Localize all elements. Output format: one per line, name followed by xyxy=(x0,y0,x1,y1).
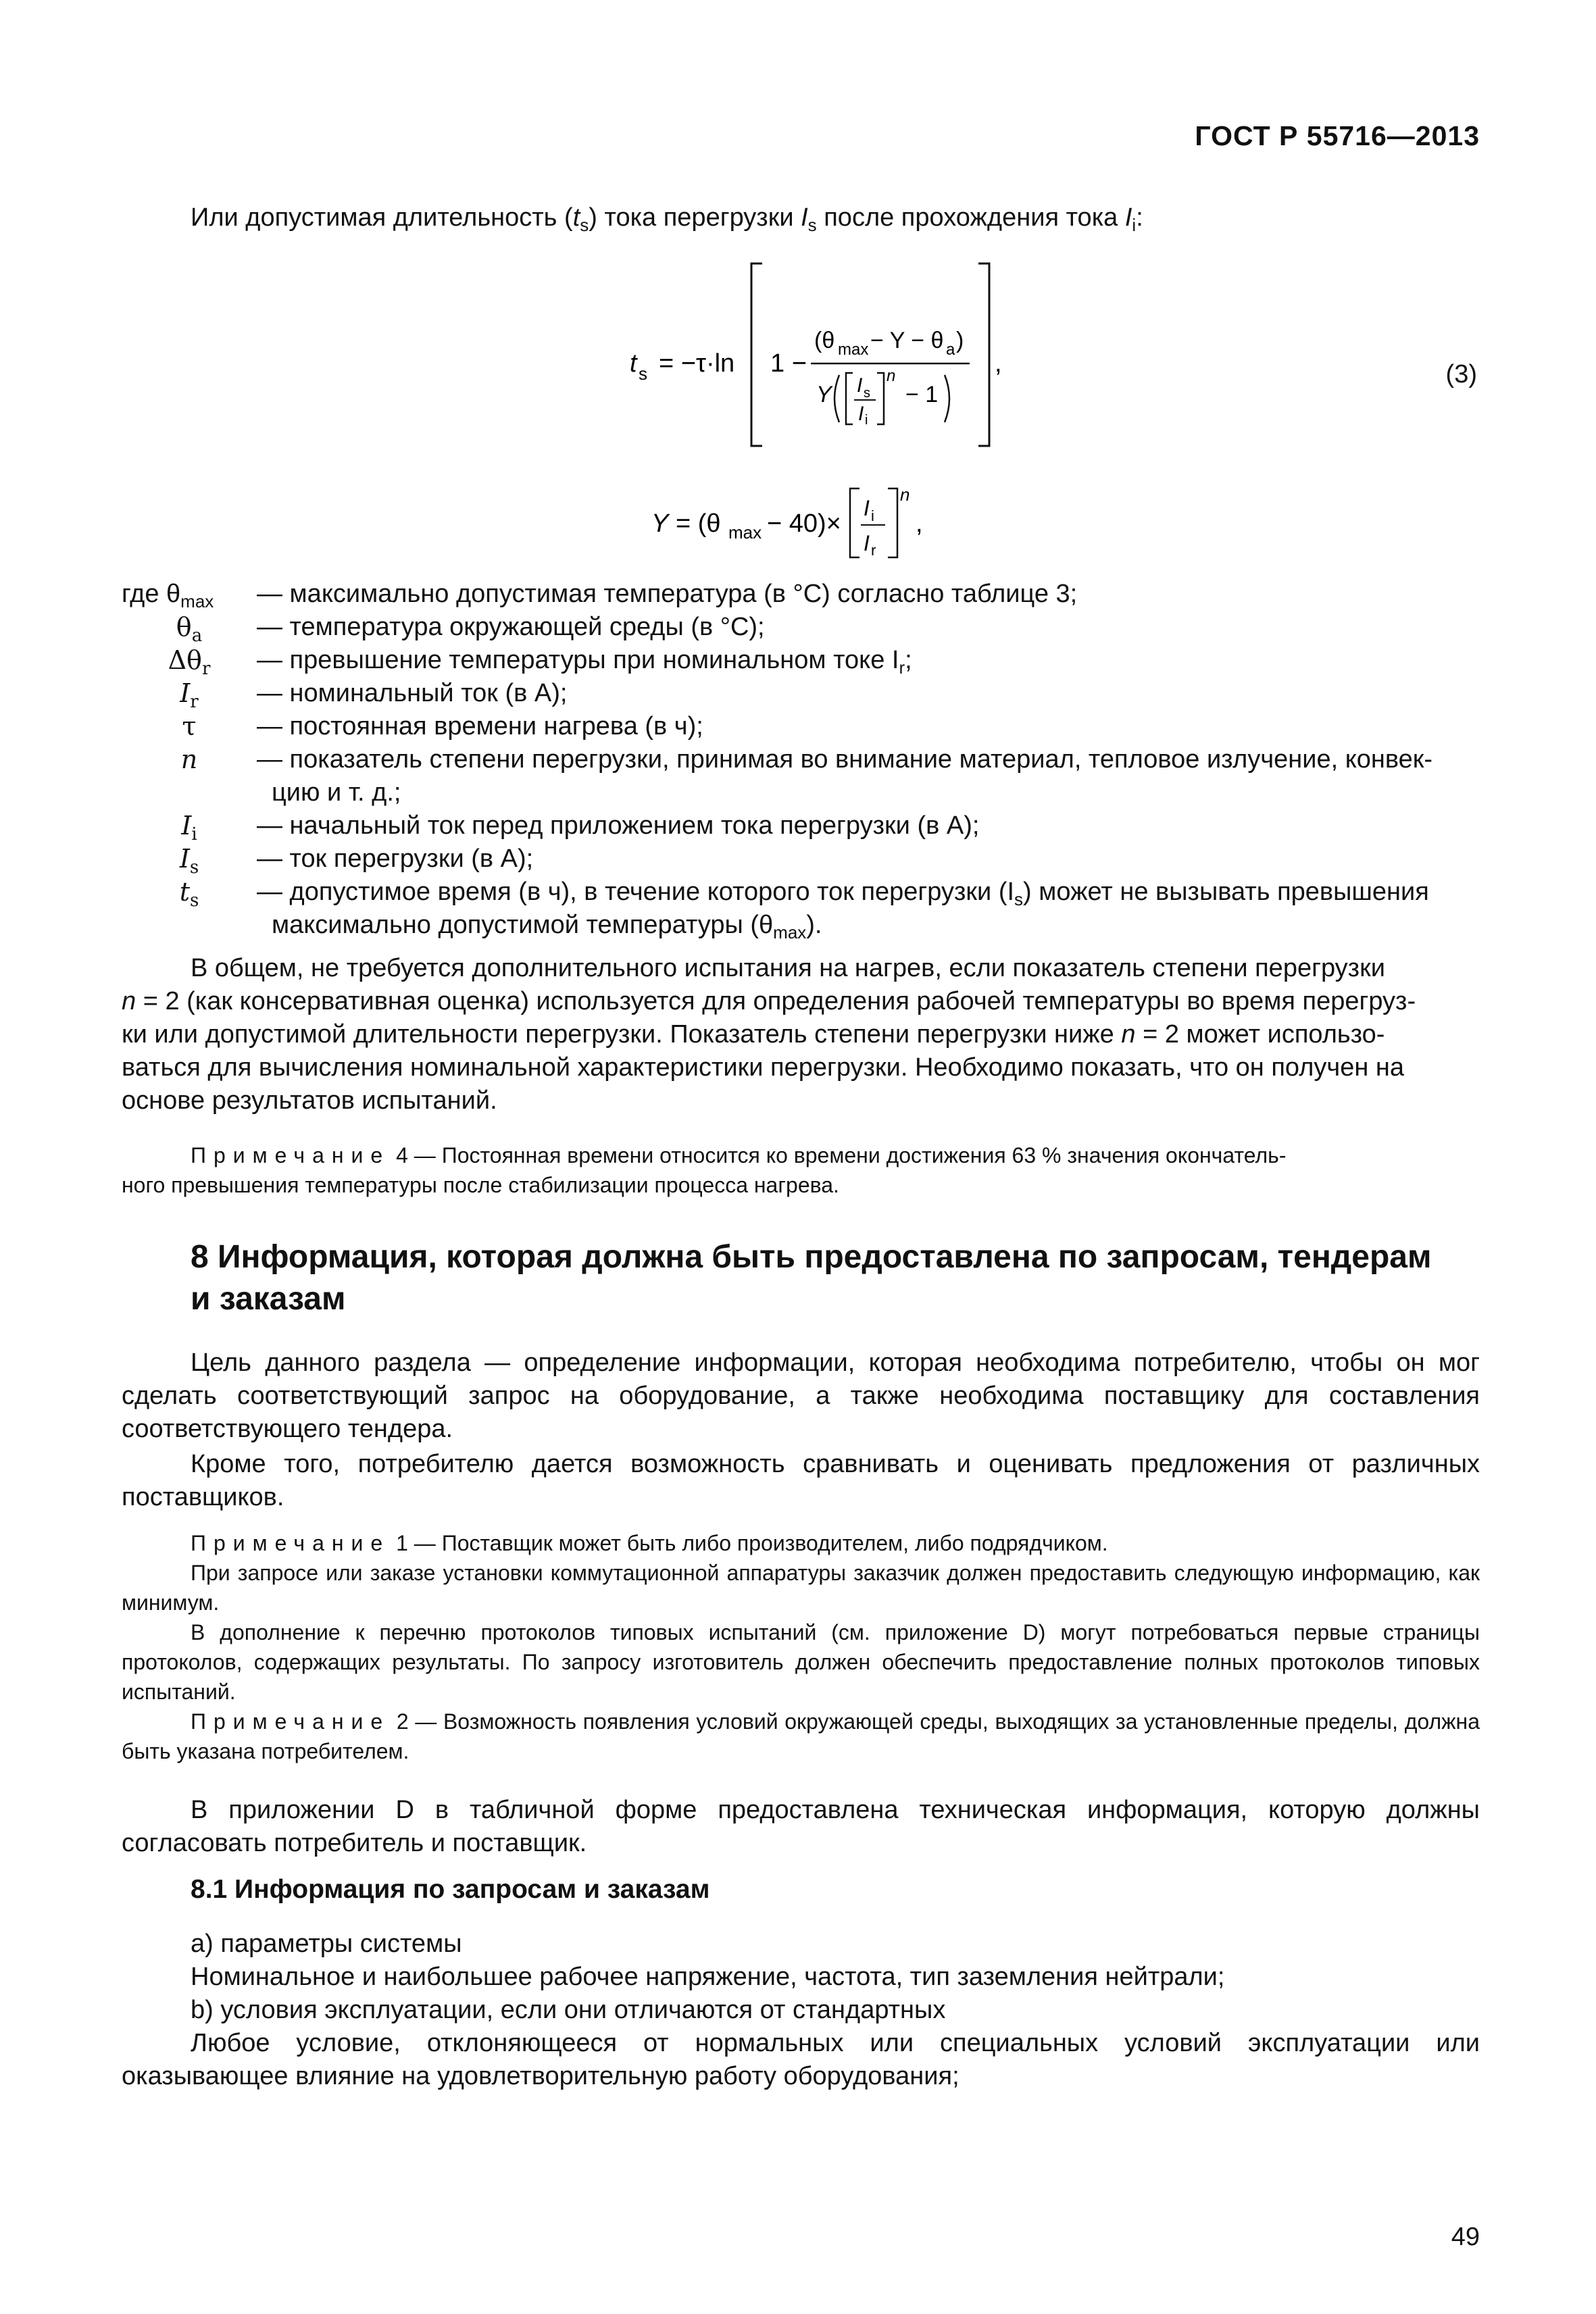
svg-text:s: s xyxy=(639,363,647,384)
svg-text:t: t xyxy=(630,349,637,378)
definition-row: $\theta_a$ — температура окружающей среды (в °С); xyxy=(176,612,765,646)
definition-row: $I_i$ — начальный ток перед приложением тока перегрузки (в А); xyxy=(181,811,980,845)
equation-number: (3) xyxy=(1445,360,1477,388)
svg-text:= (θ: = (θ xyxy=(676,509,721,538)
section-8-1-title: 8.1 Информация по запросам и заказам xyxy=(191,1875,710,1904)
definition-row: $I_r$ — номинальный ток (в А); xyxy=(180,678,568,712)
svg-text:i: i xyxy=(871,507,874,524)
svg-text:n: n xyxy=(900,484,910,505)
section-8-title: 8 Информация, которая должна быть предоставлена по запросам, тендерам и заказам xyxy=(191,1239,1432,1317)
svg-text:a: a xyxy=(946,341,955,359)
svg-text:= −τ·ln: = −τ·ln xyxy=(659,349,735,378)
svg-text:,: , xyxy=(916,509,923,538)
standard-header: ГОСТ Р 55716—2013 xyxy=(1195,120,1480,151)
equation-ts xyxy=(608,257,1027,453)
svg-text:i: i xyxy=(865,413,868,428)
svg-text:1 −: 1 − xyxy=(770,349,807,378)
section-8-paragraph-1: Цель данного раздела — определение информации, которая необходима потребителю, чтобы он мог сделать соответствующий запрос на оборудование, а также необходима поставщику для составления соответствующего тендера. xyxy=(122,1349,1480,1443)
paragraph-overload: В общем, не требуется дополнительного испытания на нагрев, если показатель степени перегрузки n = 2 (как консервативная оценка) используется для определения рабочей температуры во время перегруз- ки или допустимой длительности перегрузки. Показатель степени перегрузки ниже n = 2 может использо- ваться для вычисления номинальной характеристики перегрузки. Необходимо показать, что он получен на основе результатов испытаний. xyxy=(122,954,1416,1115)
section-8-paragraph-2: Кроме того, потребителю дается возможность сравнивать и оценивать предложения от различных поставщиков. xyxy=(122,1450,1480,1511)
definition-row: n — показатель степени перегрузки, принимая во внимание материал, тепловое излучение, конвек- цию и т. д.; xyxy=(180,745,1433,807)
svg-text:− 1: − 1 xyxy=(905,382,939,407)
svg-text:r: r xyxy=(871,542,876,559)
svg-text:s: s xyxy=(864,386,870,401)
section-8-1-content: а) параметры системы Номинальное и наибольшее рабочее напряжение, частота, тип заземления нейтрали; b) условия эксплуатации, если они отличаются от стандартных Любое условие, отклоняющееся от нормальных или специальных условий эксплуатации или оказывающее влияние на удовлетворительную работу оборудования; xyxy=(122,1930,1480,2090)
section-8-notes: Примечание 1 — Поставщик может быть либо производителем, либо подрядчиком. При запросе или заказе установки коммутационной аппаратуры заказчик должен предоставить следующую информацию, как минимум. В дополнение к перечню протоколов типовых испытаний (см. приложение D) могут потребоваться первые страницы протоколов, содержащих результаты. По запросу изготовитель должен обеспечить предоставление полных протоколов типовых испытаний. Примечание 2 — Возможность появления условий окружающей среды, выходящих за установленные пределы, должна быть указана потребителем. xyxy=(122,1531,1480,1763)
svg-text:I: I xyxy=(864,531,870,555)
svg-text:n: n xyxy=(887,367,896,385)
svg-text:max: max xyxy=(838,341,869,359)
equation-y xyxy=(649,476,973,564)
svg-text:I: I xyxy=(864,496,870,520)
svg-text:I: I xyxy=(858,403,864,425)
definition-row: τ — постоянная времени нагрева (в ч); xyxy=(182,711,703,741)
svg-text:− 40)×: − 40)× xyxy=(767,509,841,538)
section-8-paragraph-3: В приложении D в табличной форме предоставлена техническая информация, которую должны согласовать потребитель и поставщик. xyxy=(122,1796,1480,1857)
svg-text:(θ: (θ xyxy=(814,328,835,353)
svg-text:Y: Y xyxy=(816,382,832,407)
definition-row: где $\theta_{max}$ — максимально допустимая температура (в °С) согласно таблице 3; xyxy=(122,580,1078,611)
intro-line: Или допустимая длительность $(t_s)$ тока перегрузки $I_s$ после прохождения тока $I_i$: xyxy=(191,203,1143,235)
definitions-list xyxy=(122,578,1493,942)
svg-text:I: I xyxy=(857,374,863,397)
definition-row: $\Delta\theta_r$ — превышение температуры при номинальном токе $I_r$; xyxy=(168,645,912,679)
page-number: 49 xyxy=(1451,2223,1480,2251)
svg-text:): ) xyxy=(956,328,964,353)
svg-text:Y: Y xyxy=(651,509,669,538)
svg-text:− Y − θ: − Y − θ xyxy=(870,328,944,353)
definition-row: $t_s$ — допустимое время (в ч), в течение которого ток перегрузки $(I_s)$ может не вызывать превышения максимально допустимой температуры $(\theta_{max})$. xyxy=(179,877,1429,942)
note-4: Примечание 4 — Постоянная времени относится ко времени достижения 63 % значения окончатель- ного превышения температуры после стабилизации процесса нагрева. xyxy=(122,1143,1287,1197)
definition-row: $I_s$ — ток перегрузки (в А); xyxy=(179,844,534,878)
svg-text:max: max xyxy=(728,522,762,543)
svg-text:,: , xyxy=(995,349,1002,378)
